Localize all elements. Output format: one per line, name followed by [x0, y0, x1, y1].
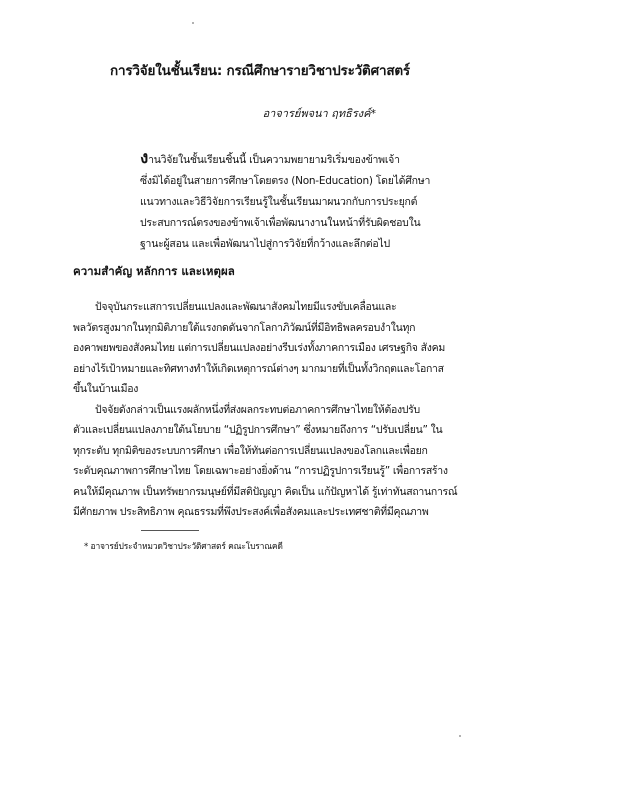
footnote: * อาจารย์ประจำหมวดวิชาประวัติศาสตร์ คณะโบราณคดี — [84, 542, 283, 552]
intro-line-text: านวิจัยในชั้นเรียนชิ้นนี้ เป็นความพยายามริเริ่มของข้าพเจ้า — [148, 154, 400, 166]
body-line: ระดับคุณภาพการศึกษาไทย โดยเฉพาะอย่างยิ่งด้าน “การปฏิรูปการเรียนรู้” เพื่อการสร้าง — [73, 465, 448, 477]
body-line: มีศักยภาพ ประสิทธิภาพ คุณธรรมที่พึงประสงค์เพื่อสังคมและประเทศชาติที่มีคุณภาพ — [73, 506, 429, 518]
body-line: ตัวและเปลี่ยนแปลงภายใต้นโยบาย “ปฏิรูปการศึกษา” ซึ่งหมายถึงการ “ปรับเปลี่ยน” ใน — [73, 424, 443, 436]
author-name: อาจารย์พจนา ฤทธิรงค์* — [262, 107, 376, 120]
scan-speck — [192, 22, 194, 24]
body-line: อย่างไร้เป้าหมายและทิศทางทำให้เกิดเหตุการณ์ต่างๆ มากมายที่เป็นทั้งวิกฤตและโอกาส — [73, 362, 444, 375]
body-line: ปัจจุบันกระแสการเปลี่ยนแปลงและพัฒนาสังคมไทยมีแรงขับเคลื่อนและ — [95, 301, 397, 313]
intro-line: แนวทางและวิธีวิจัยการเรียนรู้ในชั้นเรียนมาผนวกกับการประยุกต์ — [140, 196, 418, 208]
section-body — [73, 297, 458, 523]
body-line: ขึ้นในบ้านเมือง — [73, 383, 139, 395]
section-heading: ความสำคัญ หลักการ และเหตุผล — [73, 264, 235, 278]
body-line: คนให้มีคุณภาพ เป็นทรัพยากรมนุษย์ที่มีสติปัญญา คิดเป็น แก้ปัญหาได้ รู้เท่าทันสถานการณ์ — [73, 485, 458, 498]
body-line: พลวัตรสูงมากในทุกมิติภายใต้แรงกดดันจากโลกาภิวัฒน์ที่มีอิทธิพลครอบงำในทุก — [73, 321, 416, 334]
scan-speck — [459, 735, 461, 737]
body-line: ทุกระดับ ทุกมิติของระบบการศึกษา เพื่อให้ทันต่อการเปลี่ยนแปลงของโลกและเพื่อยก — [73, 444, 428, 457]
footnote-divider — [141, 530, 199, 531]
intro-line: ประสบการณ์ตรงของข้าพเจ้าเพื่อพัฒนางานในหน้าที่รับผิดชอบใน — [140, 217, 421, 229]
intro-line: ซึ่งมิได้อยู่ในสายการศึกษาโดยตรง (Non-Education) โดยได้ศึกษา — [140, 175, 431, 187]
body-line: ปัจจัยดังกล่าวเป็นแรงผลักหนึ่งที่ส่งผลกระทบต่อภาคการศึกษาไทยให้ต้องปรับ — [95, 403, 420, 416]
body-line: องคาพยพของสังคมไทย แต่การเปลี่ยนแปลงอย่างรีบเร่งทั้งภาคการเมือง เศรษฐกิจ สังคม — [73, 342, 445, 354]
intro-line: ฐานะผู้สอน และเพื่อพัฒนาไปสู่การวิจัยที่กว้างและลึกต่อไป — [140, 238, 390, 250]
document-title: การวิจัยในชั้นเรียน: กรณีศึกษารายวิชาประวัติศาสตร์ — [110, 63, 410, 79]
drop-cap: ง — [140, 148, 149, 168]
intro-paragraph — [140, 148, 431, 255]
intro-line — [140, 148, 400, 171]
